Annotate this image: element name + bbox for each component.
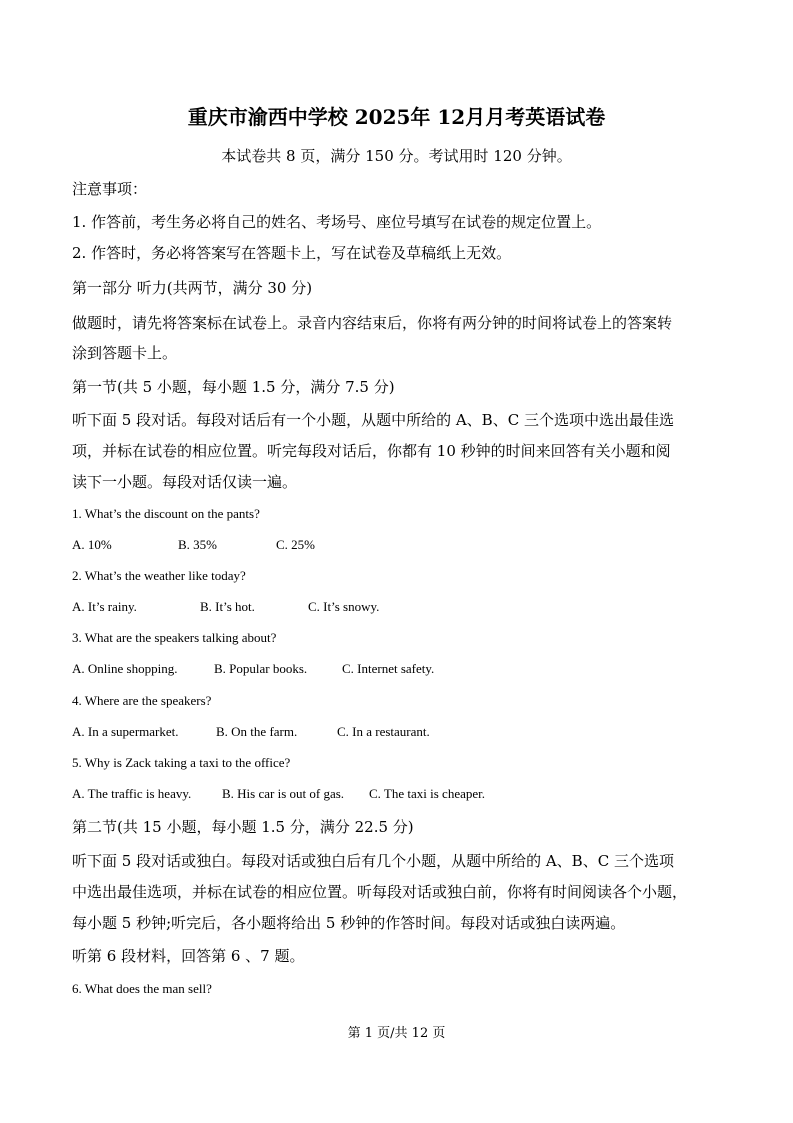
question-5: 5. Why is Zack taking a taxi to the office? [72, 755, 291, 770]
option-b: B. Popular books. [214, 661, 308, 676]
question-4: 4. Where are the speakers? [72, 693, 212, 708]
section2-instructions-line-1: 听下面 5 段对话或独白。每段对话或独白后有几个小题，从题中所给的 A、B、C 三个选项 [72, 852, 674, 870]
section2-instructions-line-2: 中选出最佳选项，并标在试卷的相应位置。听每段对话或独白前，你将有时间阅读各个小题， [72, 883, 688, 901]
question-1: 1. What’s the discount on the pants? [72, 506, 260, 521]
section2-instructions-line-3: 每小题 5 秒钟;听完后，各小题将给出 5 秒钟的作答时间。每段对话或独白读两遍。 [72, 914, 626, 932]
section1-instructions-line-2: 项，并标在试卷的相应位置。听完每段对话后，你都有 10 秒钟的时间来回答有关小题和阅 [72, 442, 671, 460]
section2-heading: 第二节(共 15 小题，每小题 1.5 分，满分 22.5 分) [72, 818, 414, 836]
option-c: C. 25% [276, 537, 315, 552]
section1-instructions-line-3: 读下一小题。每段对话仅读一遍。 [72, 473, 298, 491]
section1-heading: 第一节(共 5 小题，每小题 1.5 分，满分 7.5 分) [72, 378, 395, 396]
exam-title: 重庆市渝西中学校 2025年 12月月考英语试卷 [187, 105, 606, 129]
note-item-2: 2. 作答时，务必将答案写在答题卡上，写在试卷及草稿纸上无效。 [72, 244, 512, 262]
page-footer: 第 1 页/共 12 页 [347, 1026, 446, 1041]
question-2-options [72, 598, 672, 616]
option-b: B. On the farm. [216, 724, 298, 739]
question-3: 3. What are the speakers talking about? [72, 630, 277, 645]
option-c: C. The taxi is cheaper. [369, 786, 486, 801]
option-a: A. It’s rainy. [72, 599, 137, 614]
option-b: B. It’s hot. [200, 599, 255, 614]
option-c: C. Internet safety. [342, 661, 435, 676]
question-2: 2. What’s the weather like today? [72, 568, 246, 583]
option-a: A. Online shopping. [72, 661, 178, 676]
part1-instructions-line-2: 涂到答题卡上。 [72, 344, 178, 362]
note-item-1: 1. 作答前，考生务必将自己的姓名、考场号、座位号填写在试卷的规定位置上。 [72, 213, 602, 231]
question-3-options [72, 660, 672, 678]
section1-instructions-line-1: 听下面 5 段对话。每段对话后有一个小题，从题中所给的 A、B、C 三个选项中选出最佳选 [72, 411, 674, 429]
option-c: C. It’s snowy. [308, 599, 380, 614]
option-c: C. In a restaurant. [337, 724, 430, 739]
question-6: 6. What does the man sell? [72, 981, 212, 996]
question-5-options [72, 785, 672, 803]
question-4-options [72, 723, 672, 741]
option-a: A. 10% [72, 537, 112, 552]
material-6-heading: 听第 6 段材料，回答第 6 、7 题。 [72, 947, 305, 965]
notes-heading: 注意事项： [72, 180, 148, 198]
option-a: A. In a supermarket. [72, 724, 179, 739]
question-1-options [72, 536, 672, 554]
part1-instructions-line-1: 做题时，请先将答案标在试卷上。录音内容结束后，你将有两分钟的时间将试卷上的答案转 [72, 314, 673, 332]
option-b: B. His car is out of gas. [222, 786, 345, 801]
option-a: A. The traffic is heavy. [72, 786, 192, 801]
option-b: B. 35% [178, 537, 217, 552]
part1-heading: 第一部分 听力(共两节，满分 30 分) [72, 279, 313, 297]
exam-subtitle: 本试卷共 8 页，满分 150 分。考试用时 120 分钟。 [221, 147, 572, 165]
